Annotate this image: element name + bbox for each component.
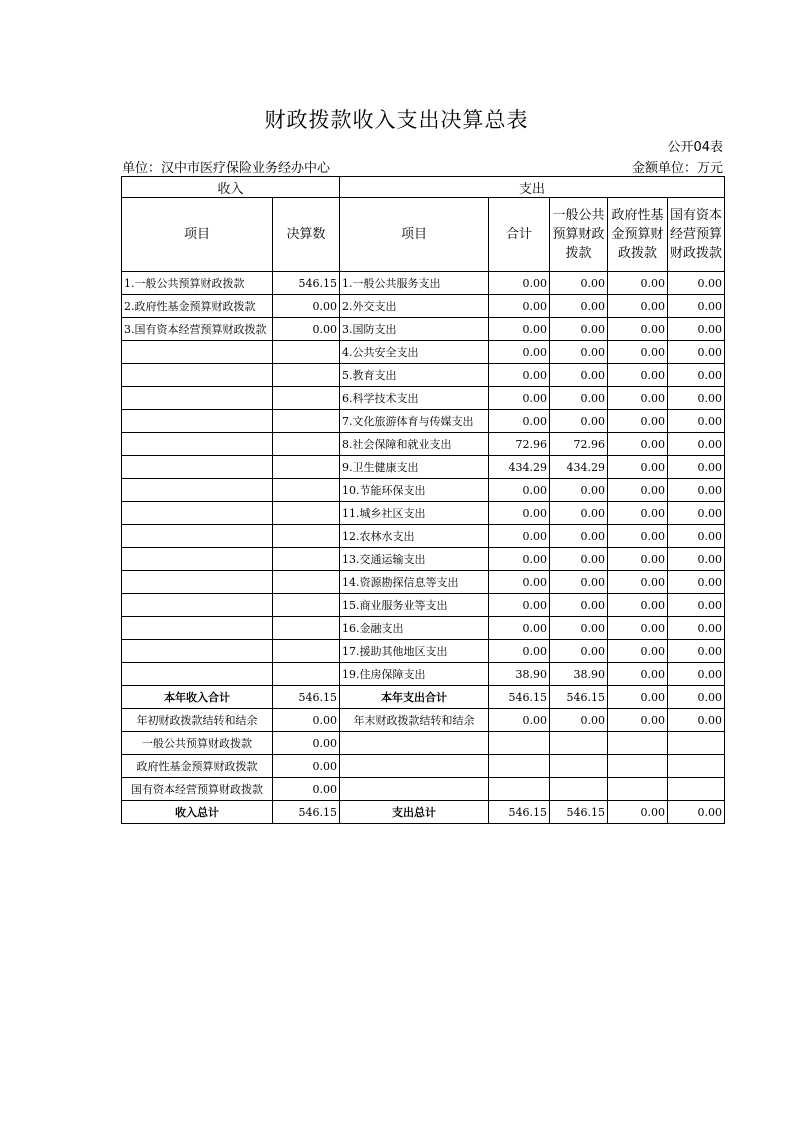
empty-cell bbox=[668, 778, 725, 801]
state-capital-cell: 0.00 bbox=[668, 525, 725, 548]
table-row bbox=[122, 341, 725, 364]
fund-budget-cell: 0.00 bbox=[608, 525, 668, 548]
empty-cell bbox=[550, 732, 608, 755]
general-budget-cell: 0.00 bbox=[550, 410, 608, 433]
page-title: 财政拨款收入支出决算总表 bbox=[264, 108, 529, 132]
fund-budget-cell: 0.00 bbox=[608, 341, 668, 364]
state-capital-header: 国有资本经营预算财政拨款 bbox=[668, 198, 725, 272]
state-capital-cell: 0.00 bbox=[668, 272, 725, 295]
income-total-value: 546.15 bbox=[273, 686, 340, 709]
income-item-cell bbox=[122, 387, 273, 410]
fund-budget-cell: 0.00 bbox=[608, 640, 668, 663]
income-value-cell bbox=[273, 479, 340, 502]
empty-cell bbox=[608, 778, 668, 801]
expense-total-fund: 0.00 bbox=[608, 686, 668, 709]
general-budget-cell: 0.00 bbox=[550, 364, 608, 387]
income-value-cell bbox=[273, 571, 340, 594]
general-budget-cell: 0.00 bbox=[550, 594, 608, 617]
table-row bbox=[122, 617, 725, 640]
income-item-cell bbox=[122, 502, 273, 525]
general-budget-header: 一般公共预算财政拨款 bbox=[550, 198, 608, 272]
total-header: 合计 bbox=[489, 198, 550, 272]
empty-cell bbox=[489, 732, 550, 755]
income-total-label: 本年收入合计 bbox=[122, 686, 273, 709]
expense-item-cell: 19.住房保障支出 bbox=[340, 663, 489, 686]
annual-total-row bbox=[122, 686, 725, 709]
table-row bbox=[122, 502, 725, 525]
income-item-cell bbox=[122, 364, 273, 387]
expense-item-cell: 1.一般公共服务支出 bbox=[340, 272, 489, 295]
state-capital-cell: 0.00 bbox=[668, 318, 725, 341]
expense-total-general: 546.15 bbox=[550, 686, 608, 709]
expense-sum-cell: 0.00 bbox=[489, 341, 550, 364]
header-row-1 bbox=[122, 177, 725, 198]
state-capital-cell: 0.00 bbox=[668, 502, 725, 525]
final-amount-header: 决算数 bbox=[273, 198, 340, 272]
income-item-cell: 2.政府性基金预算财政拨款 bbox=[122, 295, 273, 318]
income-value-cell: 0.00 bbox=[273, 295, 340, 318]
income-value-cell bbox=[273, 341, 340, 364]
state-capital-cell: 0.00 bbox=[668, 433, 725, 456]
income-value-cell bbox=[273, 525, 340, 548]
fund-budget-cell: 0.00 bbox=[608, 295, 668, 318]
income-value-cell bbox=[273, 502, 340, 525]
empty-cell bbox=[489, 755, 550, 778]
expense-sum-cell: 0.00 bbox=[489, 410, 550, 433]
income-value-cell bbox=[273, 640, 340, 663]
general-budget-cell: 0.00 bbox=[550, 295, 608, 318]
income-item-cell bbox=[122, 663, 273, 686]
income-value-cell bbox=[273, 364, 340, 387]
income-item-cell: 3.国有资本经营预算财政拨款 bbox=[122, 318, 273, 341]
expense-item-cell: 14.资源勘探信息等支出 bbox=[340, 571, 489, 594]
fund-budget-cell: 0.00 bbox=[608, 571, 668, 594]
state-capital-cell: 0.00 bbox=[668, 341, 725, 364]
begin-carryover-value: 0.00 bbox=[273, 709, 340, 732]
expense-item-cell: 8.社会保障和就业支出 bbox=[340, 433, 489, 456]
table-row bbox=[122, 433, 725, 456]
expense-item-cell: 9.卫生健康支出 bbox=[340, 456, 489, 479]
expense-total-state: 0.00 bbox=[668, 686, 725, 709]
expense-sum-cell: 0.00 bbox=[489, 272, 550, 295]
general-budget-cell: 72.96 bbox=[550, 433, 608, 456]
fund-budget-header: 政府性基金预算财政拨款 bbox=[608, 198, 668, 272]
sub-general-value: 0.00 bbox=[273, 732, 340, 755]
sub-fund-value: 0.00 bbox=[273, 755, 340, 778]
carryover-sub-row bbox=[122, 755, 725, 778]
expense-sum-cell: 72.96 bbox=[489, 433, 550, 456]
state-capital-cell: 0.00 bbox=[668, 663, 725, 686]
empty-cell bbox=[340, 732, 489, 755]
budget-table bbox=[121, 176, 725, 824]
form-number: 公开04表 bbox=[667, 140, 723, 155]
income-item-cell bbox=[122, 640, 273, 663]
sub-fund-label: 政府性基金预算财政拨款 bbox=[122, 755, 273, 778]
empty-cell bbox=[489, 778, 550, 801]
income-value-cell bbox=[273, 663, 340, 686]
table-row bbox=[122, 479, 725, 502]
income-value-cell bbox=[273, 617, 340, 640]
fund-budget-cell: 0.00 bbox=[608, 548, 668, 571]
expense-sum-cell: 0.00 bbox=[489, 364, 550, 387]
sub-general-label: 一般公共预算财政拨款 bbox=[122, 732, 273, 755]
general-budget-cell: 0.00 bbox=[550, 640, 608, 663]
end-carryover-sum: 0.00 bbox=[489, 709, 550, 732]
table-row bbox=[122, 525, 725, 548]
table-row bbox=[122, 548, 725, 571]
sub-state-value: 0.00 bbox=[273, 778, 340, 801]
expense-sum-cell: 0.00 bbox=[489, 387, 550, 410]
income-item-cell bbox=[122, 571, 273, 594]
end-carryover-general: 0.00 bbox=[550, 709, 608, 732]
general-budget-cell: 0.00 bbox=[550, 479, 608, 502]
state-capital-cell: 0.00 bbox=[668, 387, 725, 410]
table-row bbox=[122, 387, 725, 410]
fund-budget-cell: 0.00 bbox=[608, 433, 668, 456]
income-value-cell bbox=[273, 548, 340, 571]
expense-item-cell: 17.援助其他地区支出 bbox=[340, 640, 489, 663]
income-item-cell bbox=[122, 410, 273, 433]
empty-cell bbox=[340, 778, 489, 801]
table-row bbox=[122, 364, 725, 387]
grand-expense-general: 546.15 bbox=[550, 801, 608, 824]
expense-sum-cell: 38.90 bbox=[489, 663, 550, 686]
table-row bbox=[122, 571, 725, 594]
fund-budget-cell: 0.00 bbox=[608, 594, 668, 617]
empty-cell bbox=[550, 778, 608, 801]
end-carryover-label: 年末财政拨款结转和结余 bbox=[340, 709, 489, 732]
empty-cell bbox=[550, 755, 608, 778]
empty-cell bbox=[668, 755, 725, 778]
state-capital-cell: 0.00 bbox=[668, 571, 725, 594]
fund-budget-cell: 0.00 bbox=[608, 617, 668, 640]
empty-cell bbox=[668, 732, 725, 755]
empty-cell bbox=[608, 755, 668, 778]
expense-item-cell: 2.外交支出 bbox=[340, 295, 489, 318]
expense-item-cell: 10.节能环保支出 bbox=[340, 479, 489, 502]
table-row bbox=[122, 663, 725, 686]
table-row bbox=[122, 318, 725, 341]
expense-item-cell: 15.商业服务业等支出 bbox=[340, 594, 489, 617]
income-value-cell bbox=[273, 433, 340, 456]
sub-state-label: 国有资本经营预算财政拨款 bbox=[122, 778, 273, 801]
state-capital-cell: 0.00 bbox=[668, 548, 725, 571]
fund-budget-cell: 0.00 bbox=[608, 387, 668, 410]
fund-budget-cell: 0.00 bbox=[608, 364, 668, 387]
income-item-cell bbox=[122, 548, 273, 571]
fund-budget-cell: 0.00 bbox=[608, 502, 668, 525]
fund-budget-cell: 0.00 bbox=[608, 663, 668, 686]
state-capital-cell: 0.00 bbox=[668, 410, 725, 433]
expense-sum-cell: 0.00 bbox=[489, 571, 550, 594]
income-value-cell bbox=[273, 456, 340, 479]
income-item-cell bbox=[122, 341, 273, 364]
table-row bbox=[122, 640, 725, 663]
expense-sum-cell: 0.00 bbox=[489, 640, 550, 663]
income-item-cell bbox=[122, 479, 273, 502]
grand-expense-state: 0.00 bbox=[668, 801, 725, 824]
expense-sum-cell: 0.00 bbox=[489, 295, 550, 318]
state-capital-cell: 0.00 bbox=[668, 640, 725, 663]
general-budget-cell: 0.00 bbox=[550, 571, 608, 594]
income-item-cell bbox=[122, 594, 273, 617]
table-row bbox=[122, 272, 725, 295]
grand-expense-fund: 0.00 bbox=[608, 801, 668, 824]
header-row-2 bbox=[122, 198, 725, 272]
general-budget-cell: 0.00 bbox=[550, 387, 608, 410]
expense-item-header: 项目 bbox=[340, 198, 489, 272]
expense-sum-cell: 434.29 bbox=[489, 456, 550, 479]
income-item-cell bbox=[122, 456, 273, 479]
expense-item-cell: 16.金融支出 bbox=[340, 617, 489, 640]
general-budget-cell: 0.00 bbox=[550, 318, 608, 341]
expense-item-cell: 4.公共安全支出 bbox=[340, 341, 489, 364]
general-budget-cell: 0.00 bbox=[550, 502, 608, 525]
expense-sum-cell: 0.00 bbox=[489, 617, 550, 640]
expense-sum-cell: 0.00 bbox=[489, 479, 550, 502]
income-header: 收入 bbox=[122, 177, 340, 198]
expense-total-sum: 546.15 bbox=[489, 686, 550, 709]
expense-sum-cell: 0.00 bbox=[489, 525, 550, 548]
expense-sum-cell: 0.00 bbox=[489, 318, 550, 341]
table-row bbox=[122, 456, 725, 479]
general-budget-cell: 0.00 bbox=[550, 548, 608, 571]
grand-income-label: 收入总计 bbox=[122, 801, 273, 824]
expense-sum-cell: 0.00 bbox=[489, 548, 550, 571]
income-item-cell bbox=[122, 525, 273, 548]
state-capital-cell: 0.00 bbox=[668, 295, 725, 318]
state-capital-cell: 0.00 bbox=[668, 594, 725, 617]
begin-carryover-label: 年初财政拨款结转和结余 bbox=[122, 709, 273, 732]
general-budget-cell: 0.00 bbox=[550, 341, 608, 364]
income-value-cell bbox=[273, 387, 340, 410]
fund-budget-cell: 0.00 bbox=[608, 318, 668, 341]
carryover-row bbox=[122, 709, 725, 732]
income-item-cell bbox=[122, 617, 273, 640]
table-row bbox=[122, 295, 725, 318]
unit-name: 单位：汉中市医疗保险业务经办中心 bbox=[122, 161, 331, 176]
income-value-cell: 546.15 bbox=[273, 272, 340, 295]
grand-expense-label: 支出总计 bbox=[340, 801, 489, 824]
expense-item-cell: 6.科学技术支出 bbox=[340, 387, 489, 410]
end-carryover-state: 0.00 bbox=[668, 709, 725, 732]
expense-total-label: 本年支出合计 bbox=[340, 686, 489, 709]
empty-cell bbox=[340, 755, 489, 778]
fund-budget-cell: 0.00 bbox=[608, 272, 668, 295]
general-budget-cell: 434.29 bbox=[550, 456, 608, 479]
table-row bbox=[122, 410, 725, 433]
income-item-cell: 1.一般公共预算财政拨款 bbox=[122, 272, 273, 295]
expense-sum-cell: 0.00 bbox=[489, 594, 550, 617]
end-carryover-fund: 0.00 bbox=[608, 709, 668, 732]
expense-item-cell: 7.文化旅游体育与传媒支出 bbox=[340, 410, 489, 433]
state-capital-cell: 0.00 bbox=[668, 479, 725, 502]
expense-item-cell: 11.城乡社区支出 bbox=[340, 502, 489, 525]
grand-income-value: 546.15 bbox=[273, 801, 340, 824]
amount-unit: 金额单位：万元 bbox=[631, 161, 723, 176]
income-value-cell bbox=[273, 410, 340, 433]
carryover-sub-row bbox=[122, 778, 725, 801]
expense-sum-cell: 0.00 bbox=[489, 502, 550, 525]
general-budget-cell: 0.00 bbox=[550, 525, 608, 548]
fund-budget-cell: 0.00 bbox=[608, 479, 668, 502]
expense-item-cell: 12.农林水支出 bbox=[340, 525, 489, 548]
general-budget-cell: 38.90 bbox=[550, 663, 608, 686]
income-item-cell bbox=[122, 433, 273, 456]
grand-total-row bbox=[122, 801, 725, 824]
income-value-cell bbox=[273, 594, 340, 617]
general-budget-cell: 0.00 bbox=[550, 272, 608, 295]
expense-header: 支出 bbox=[340, 177, 725, 198]
table-row bbox=[122, 594, 725, 617]
fund-budget-cell: 0.00 bbox=[608, 456, 668, 479]
general-budget-cell: 0.00 bbox=[550, 617, 608, 640]
expense-item-cell: 13.交通运输支出 bbox=[340, 548, 489, 571]
income-value-cell: 0.00 bbox=[273, 318, 340, 341]
grand-expense-sum: 546.15 bbox=[489, 801, 550, 824]
fund-budget-cell: 0.00 bbox=[608, 410, 668, 433]
empty-cell bbox=[608, 732, 668, 755]
expense-item-cell: 5.教育支出 bbox=[340, 364, 489, 387]
carryover-sub-row bbox=[122, 732, 725, 755]
state-capital-cell: 0.00 bbox=[668, 456, 725, 479]
state-capital-cell: 0.00 bbox=[668, 617, 725, 640]
income-item-header: 项目 bbox=[122, 198, 273, 272]
state-capital-cell: 0.00 bbox=[668, 364, 725, 387]
expense-item-cell: 3.国防支出 bbox=[340, 318, 489, 341]
